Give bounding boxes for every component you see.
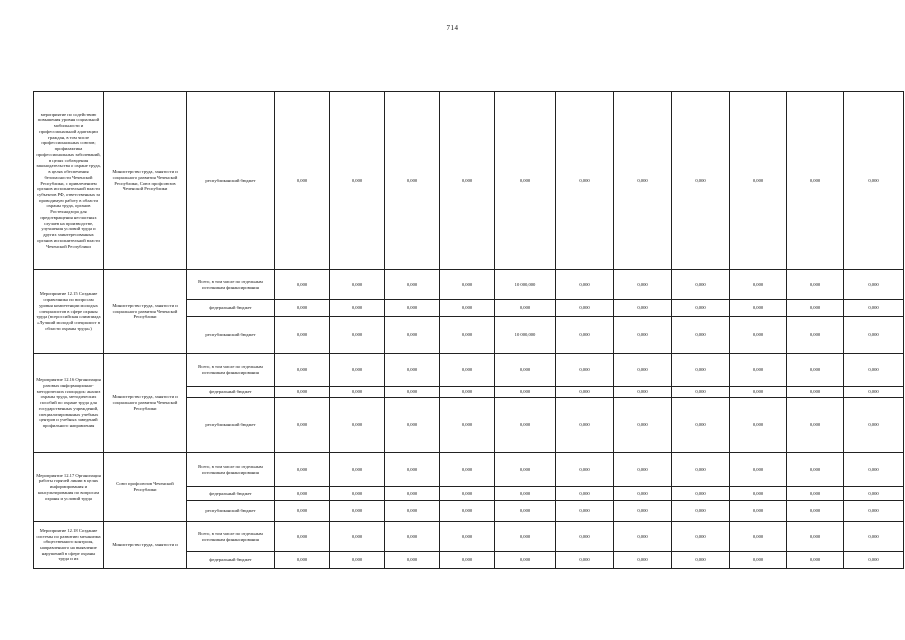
amount-cell: 0,000 (672, 522, 730, 552)
amount-cell: 0,000 (275, 270, 330, 300)
amount-cell: 0,000 (275, 92, 330, 270)
executor-cell: Министерство труда, занятости и социального развития Чеченской Республики (104, 270, 187, 354)
amount-cell: 0,000 (385, 453, 440, 487)
amount-cell: 0,000 (330, 270, 385, 300)
amount-cell: 0,000 (330, 522, 385, 552)
amount-cell: 0,000 (844, 387, 904, 398)
table-row (34, 522, 904, 552)
amount-cell: 0,000 (787, 487, 844, 501)
funding-source-cell: федеральный бюджет (187, 487, 275, 501)
amount-cell: 0,000 (385, 270, 440, 300)
amount-cell: 0,000 (614, 300, 672, 317)
executor-cell: Министерство труда, занятости и социального развития Чеченской Республики (104, 354, 187, 453)
amount-cell: 0,000 (385, 317, 440, 354)
amount-cell: 0,000 (672, 453, 730, 487)
activity-name-cell: мероприятие по содействию повышения уровня социальной мобильности и профессиональной адаптации граждан, в том числе профессиональных союзов; профилактика профессиональных заболеваний, в целях соблюдения законодательства о охране труда, в целях обеспечения безопасности Чеченской Республики, с привлечением органов исполнительной власти субъектов РФ, ответственных за проводимую работу в области охраны труда, органов Ростехнадзора для предотвращения несчастных случаев на производстве, улучшения условий труда и других заинтересованных органов исполнительной власти Чеченской Республики (34, 92, 104, 270)
amount-cell: 0,000 (440, 387, 495, 398)
funding-source-cell: республиканский бюджет (187, 398, 275, 453)
amount-cell: 0,000 (495, 300, 556, 317)
page-number: 714 (446, 24, 459, 32)
amount-cell: 0,000 (330, 552, 385, 569)
funding-source-cell: Всего, в том числе по отдельным источникам финансирования (187, 354, 275, 387)
amount-cell: 0,000 (730, 317, 787, 354)
amount-cell: 0,000 (787, 387, 844, 398)
amount-cell: 0,000 (730, 300, 787, 317)
amount-cell: 0,000 (440, 317, 495, 354)
amount-cell: 0,000 (614, 387, 672, 398)
amount-cell: 0,000 (275, 300, 330, 317)
amount-cell: 0,000 (330, 487, 385, 501)
amount-cell: 0,000 (556, 522, 614, 552)
amount-cell: 0,000 (844, 522, 904, 552)
amount-cell: 0,000 (672, 92, 730, 270)
table-row (34, 453, 904, 487)
funding-source-cell: федеральный бюджет (187, 300, 275, 317)
amount-cell: 0,000 (275, 501, 330, 522)
amount-cell: 0,000 (787, 552, 844, 569)
funding-source-cell: республиканский бюджет (187, 501, 275, 522)
amount-cell: 0,000 (844, 300, 904, 317)
amount-cell: 0,000 (275, 487, 330, 501)
amount-cell: 0,000 (275, 354, 330, 387)
amount-cell: 0,000 (275, 453, 330, 487)
executor-cell: Министерство труда, занятости и социального развития Чеченской Республики, Союз профсоюзов Чеченской Республики (104, 92, 187, 270)
amount-cell: 0,000 (614, 453, 672, 487)
amount-cell: 0,000 (844, 354, 904, 387)
amount-cell: 0,000 (787, 398, 844, 453)
amount-cell: 0,000 (330, 453, 385, 487)
amount-cell: 0,000 (330, 398, 385, 453)
amount-cell: 10 000,000 (495, 270, 556, 300)
amount-cell: 0,000 (440, 300, 495, 317)
amount-cell: 0,000 (330, 354, 385, 387)
amount-cell: 0,000 (787, 270, 844, 300)
amount-cell: 0,000 (556, 398, 614, 453)
amount-cell: 0,000 (844, 398, 904, 453)
amount-cell: 0,000 (730, 387, 787, 398)
amount-cell: 0,000 (614, 487, 672, 501)
funding-source-cell: Всего, в том числе по отдельным источникам финансирования (187, 270, 275, 300)
amount-cell: 0,000 (672, 552, 730, 569)
amount-cell: 0,000 (787, 92, 844, 270)
amount-cell: 0,000 (672, 354, 730, 387)
amount-cell: 0,000 (385, 552, 440, 569)
amount-cell: 0,000 (730, 522, 787, 552)
amount-cell: 0,000 (844, 453, 904, 487)
amount-cell: 0,000 (614, 501, 672, 522)
amount-cell: 0,000 (844, 501, 904, 522)
amount-cell: 0,000 (330, 92, 385, 270)
amount-cell: 0,000 (787, 354, 844, 387)
amount-cell: 0,000 (556, 300, 614, 317)
table-row (34, 92, 904, 270)
amount-cell: 0,000 (495, 453, 556, 487)
amount-cell: 0,000 (672, 487, 730, 501)
executor-cell: Союз профсоюзов Чеченской Республики (104, 453, 187, 522)
amount-cell: 0,000 (385, 92, 440, 270)
amount-cell: 0,000 (385, 522, 440, 552)
amount-cell: 0,000 (787, 522, 844, 552)
amount-cell: 0,000 (556, 487, 614, 501)
funding-source-cell: республиканский бюджет (187, 92, 275, 270)
activity-name-cell: Мероприятие 12.18 Создание системы по развитию механизма общественного контроля, направленного на выявление нарушений в сфере охраны труда и их (34, 522, 104, 569)
amount-cell: 0,000 (330, 300, 385, 317)
amount-cell: 0,000 (556, 501, 614, 522)
amount-cell: 0,000 (844, 92, 904, 270)
amount-cell: 0,000 (440, 501, 495, 522)
funding-source-cell: федеральный бюджет (187, 552, 275, 569)
amount-cell: 0,000 (556, 317, 614, 354)
amount-cell: 0,000 (440, 487, 495, 501)
amount-cell: 0,000 (556, 92, 614, 270)
amount-cell: 0,000 (385, 501, 440, 522)
amount-cell: 0,000 (495, 501, 556, 522)
amount-cell: 0,000 (787, 453, 844, 487)
amount-cell: 0,000 (614, 354, 672, 387)
funding-source-cell: республиканский бюджет (187, 317, 275, 354)
amount-cell: 0,000 (495, 487, 556, 501)
amount-cell: 0,000 (385, 487, 440, 501)
table-row (34, 270, 904, 300)
amount-cell: 0,000 (440, 270, 495, 300)
amount-cell: 0,000 (495, 398, 556, 453)
amount-cell: 0,000 (672, 317, 730, 354)
amount-cell: 0,000 (495, 387, 556, 398)
activity-name-cell: Мероприятие 12.16 Организация разовых информационно-методических площадок: анализ охраны труда, методических пособий по охране труда для государственных учреждений, специализированных учебных центров и учебных заведений профильного направления (34, 354, 104, 453)
amount-cell: 0,000 (275, 317, 330, 354)
amount-cell: 0,000 (556, 453, 614, 487)
amount-cell: 0,000 (556, 387, 614, 398)
amount-cell: 0,000 (844, 317, 904, 354)
amount-cell: 0,000 (672, 501, 730, 522)
amount-cell: 0,000 (385, 387, 440, 398)
amount-cell: 0,000 (730, 487, 787, 501)
table-row (34, 354, 904, 387)
amount-cell: 0,000 (614, 522, 672, 552)
amount-cell: 0,000 (495, 522, 556, 552)
amount-cell: 0,000 (440, 92, 495, 270)
amount-cell: 0,000 (614, 552, 672, 569)
funding-source-cell: федеральный бюджет (187, 387, 275, 398)
amount-cell: 0,000 (844, 552, 904, 569)
amount-cell: 0,000 (495, 92, 556, 270)
amount-cell: 0,000 (672, 387, 730, 398)
amount-cell: 0,000 (556, 270, 614, 300)
amount-cell: 0,000 (730, 398, 787, 453)
amount-cell: 0,000 (385, 354, 440, 387)
amount-cell: 0,000 (330, 501, 385, 522)
amount-cell: 0,000 (440, 354, 495, 387)
amount-cell: 0,000 (787, 317, 844, 354)
activity-name-cell: Мероприятие 12.15 Создание справочника по вопросам уровня компетенции молодых специалистов в сфере охраны труда (всероссийская олимпиада «Лучший молодой специалист в области охраны труда») (34, 270, 104, 354)
amount-cell: 0,000 (730, 354, 787, 387)
amount-cell: 0,000 (275, 398, 330, 453)
amount-cell: 0,000 (672, 398, 730, 453)
amount-cell: 0,000 (556, 354, 614, 387)
amount-cell: 10 000,000 (495, 317, 556, 354)
executor-cell: Министерство труда, занятости и (104, 522, 187, 569)
amount-cell: 0,000 (787, 300, 844, 317)
amount-cell: 0,000 (672, 300, 730, 317)
amount-cell: 0,000 (730, 453, 787, 487)
amount-cell: 0,000 (275, 387, 330, 398)
amount-cell: 0,000 (672, 270, 730, 300)
amount-cell: 0,000 (330, 387, 385, 398)
amount-cell: 0,000 (330, 317, 385, 354)
amount-cell: 0,000 (614, 398, 672, 453)
amount-cell: 0,000 (385, 300, 440, 317)
amount-cell: 0,000 (787, 501, 844, 522)
amount-cell: 0,000 (275, 552, 330, 569)
activity-name-cell: Мероприятие 12.17 Организация работы горячей линии в целях информирования и консультирования по вопросам охраны и условий труда (34, 453, 104, 522)
amount-cell: 0,000 (614, 92, 672, 270)
amount-cell: 0,000 (730, 501, 787, 522)
amount-cell: 0,000 (440, 453, 495, 487)
amount-cell: 0,000 (440, 522, 495, 552)
amount-cell: 0,000 (614, 317, 672, 354)
amount-cell: 0,000 (440, 398, 495, 453)
funding-source-cell: Всего, в том числе по отдельным источникам финансирования (187, 522, 275, 552)
budget-table (33, 91, 904, 569)
amount-cell: 0,000 (385, 398, 440, 453)
amount-cell: 0,000 (440, 552, 495, 569)
amount-cell: 0,000 (614, 270, 672, 300)
amount-cell: 0,000 (730, 552, 787, 569)
amount-cell: 0,000 (844, 270, 904, 300)
amount-cell: 0,000 (556, 552, 614, 569)
amount-cell: 0,000 (495, 552, 556, 569)
funding-source-cell: Всего, в том числе по отдельным источникам финансирования (187, 453, 275, 487)
amount-cell: 0,000 (275, 522, 330, 552)
amount-cell: 0,000 (495, 354, 556, 387)
amount-cell: 0,000 (844, 487, 904, 501)
amount-cell: 0,000 (730, 270, 787, 300)
amount-cell: 0,000 (730, 92, 787, 270)
